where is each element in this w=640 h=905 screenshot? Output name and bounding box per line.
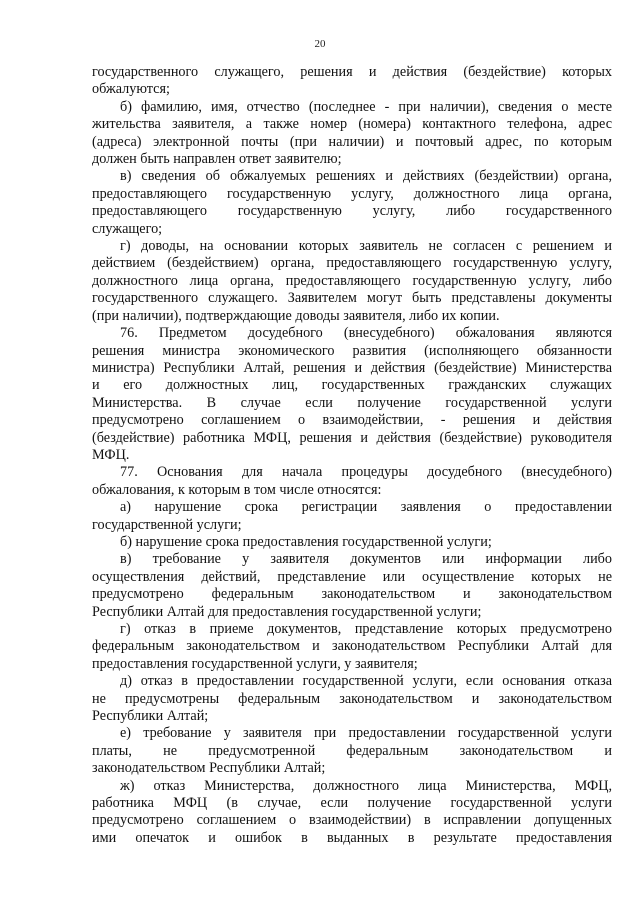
- text-line: 77. Основания для начала процедуры досудебного (внесудебного): [120, 464, 612, 481]
- text-line: б) нарушение срока предоставления государственной услуги;: [120, 533, 492, 550]
- text-line: должностного лица органа, предоставляющего государственную услугу, либо: [92, 272, 612, 289]
- text-line: работника МФЦ (в случае, если получение государственной услуги: [92, 795, 612, 812]
- text-line: решения министра экономического развития (исполняющего обязанности: [92, 342, 612, 359]
- paragraph: [92, 499, 612, 534]
- text-line: (при наличии), подтверждающие доводы заявителя, либо их копии.: [92, 307, 500, 324]
- text-line: Республики Алтай;: [92, 708, 209, 725]
- text-line: в) требование у заявителя документов или информации либо: [120, 551, 612, 568]
- text-line: г) отказ в приеме документов, представление которых предусмотрено: [120, 621, 612, 637]
- text-line: МФЦ.: [92, 446, 130, 463]
- text-line: предоставления государственной услуги, у заявителя;: [92, 655, 418, 672]
- text-line: предусмотрено соглашением о взаимодействии) в исправлении допущенных: [92, 812, 612, 829]
- text-line: законодательством Республики Алтай;: [92, 760, 326, 777]
- text-line: Республики Алтай для предоставления государственной услуги;: [92, 603, 482, 620]
- text-line: а) нарушение срока регистрации заявления о предоставлении: [120, 499, 612, 516]
- text-line: Министерства. В случае если получение государственной услуги: [92, 394, 612, 411]
- text-line: предусмотрено федеральным законодательством и законодательством: [92, 586, 612, 603]
- paragraph: [92, 325, 612, 464]
- text-line: государственного служащего. Заявителем могут быть представлены документы: [92, 290, 612, 307]
- text-line: б) фамилию, имя, отчество (последнее - при наличии), сведения о месте: [120, 98, 612, 115]
- text-line: (бездействие) работника МФЦ, решения и действия (бездействие) руководителя: [92, 429, 612, 446]
- text-line: (адреса) электронной почты (при наличии) и почтовый адрес, по которым: [92, 133, 612, 150]
- paragraph: [92, 238, 612, 325]
- paragraph: [92, 534, 612, 551]
- document-body: [92, 64, 612, 847]
- text-line: г) доводы, на основании которых заявитель не согласен с решением и: [120, 238, 612, 255]
- text-line: предусмотрено соглашением о взаимодействии, - решения и действия: [92, 412, 612, 429]
- paragraph: [92, 725, 612, 777]
- text-line: должен быть направлен ответ заявителю;: [92, 151, 342, 168]
- text-line: жительства заявителя, а также номер (номера) контактного телефона, адрес: [92, 116, 612, 133]
- text-line: е) требование у заявителя при предоставлении государственной услуги: [120, 725, 612, 742]
- text-line: осуществления действий, представление или осуществление которых не: [92, 568, 612, 585]
- paragraph: [92, 464, 612, 499]
- text-line: 76. Предметом досудебного (внесудебного) обжалования являются: [120, 325, 612, 342]
- text-line: государственной услуги;: [92, 516, 242, 533]
- text-line: государственного служащего, решения и действия (бездействие) которых: [92, 64, 612, 80]
- text-line: платы, не предусмотренной федеральным законодательством и: [92, 742, 612, 759]
- text-line: ж) отказ Министерства, должностного лица Министерства, МФЦ,: [120, 777, 612, 794]
- text-line: федеральным законодательством и законодательством Республики Алтай для: [92, 638, 612, 655]
- text-line: обжалуются;: [92, 81, 170, 98]
- text-line: ими опечаток и ошибок в выданных в результате предоставления: [92, 829, 612, 846]
- text-line: министра) Республики Алтай, решения и действия (бездействие) Министерства: [92, 359, 612, 376]
- text-line: в) сведения об обжалуемых решениях и действиях (бездействии) органа,: [120, 168, 612, 185]
- text-line: действием (бездействием) органа, предоставляющего государственную услугу,: [92, 255, 612, 272]
- paragraph: [92, 551, 612, 621]
- text-line: д) отказ в предоставлении государственной услуги, если основания отказа: [120, 673, 612, 690]
- paragraph: [92, 621, 612, 673]
- text-line: предоставляющего государственную услугу, должностного лица органа,: [92, 185, 612, 202]
- paragraph: [92, 673, 612, 725]
- text-line: и его должностных лиц, государственных гражданских служащих: [92, 377, 612, 394]
- text-line: предоставляющего государственную услугу, либо государственного: [92, 203, 612, 220]
- paragraph: [92, 99, 612, 169]
- paragraph: [92, 64, 612, 99]
- paragraph: [92, 168, 612, 238]
- page-number: 20: [314, 38, 326, 50]
- text-line: не предусмотрены федеральным законодательством и законодательством: [92, 690, 612, 707]
- text-line: обжалования, к которым в том числе относятся:: [92, 481, 382, 498]
- text-line: служащего;: [92, 220, 163, 237]
- paragraph: [92, 778, 612, 848]
